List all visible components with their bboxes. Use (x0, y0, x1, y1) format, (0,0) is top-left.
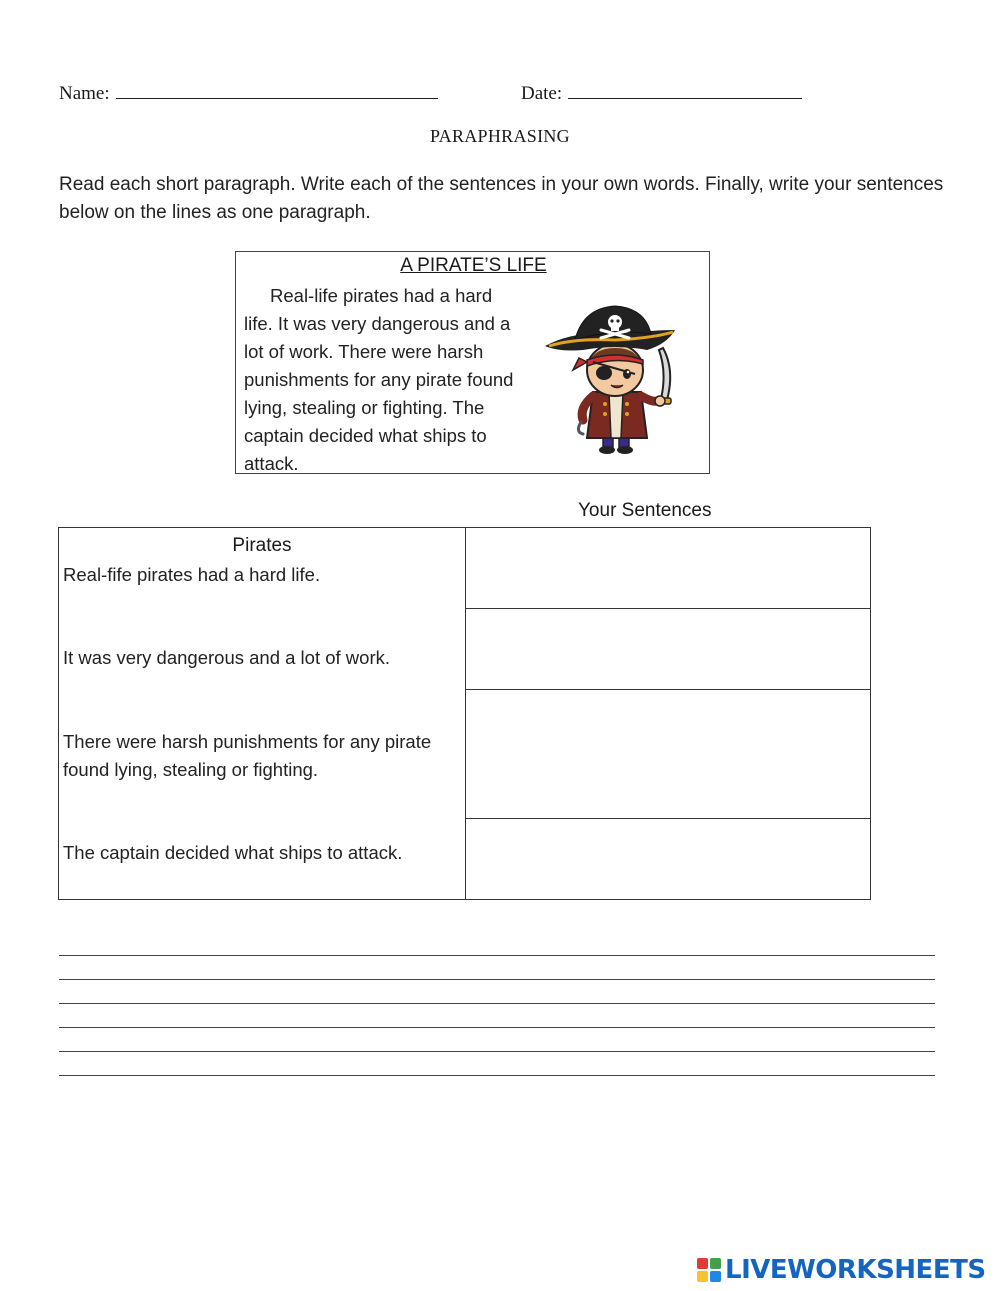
name-field (59, 80, 438, 105)
your-sentences-label: Your Sentences (578, 500, 712, 521)
writing-line[interactable] (59, 980, 935, 1004)
name-label: Name: (59, 83, 110, 104)
original-sentence-2: It was very dangerous and a lot of work. (63, 647, 391, 668)
name-blank-line[interactable] (116, 80, 438, 99)
logo-block (697, 1258, 708, 1269)
paraphrase-table (58, 527, 871, 900)
writing-line[interactable] (59, 932, 935, 956)
story-title: A PIRATE’S LIFE (400, 255, 547, 276)
writing-lines (59, 932, 935, 1076)
logo-icon (697, 1258, 721, 1282)
original-sentence-1: Real-fife pirates had a hard life. (63, 564, 321, 585)
page-title: PARAPHRASING (430, 126, 570, 146)
answer-cell-3[interactable] (466, 690, 870, 818)
table-left-title: Pirates (232, 535, 292, 556)
date-field (521, 80, 802, 105)
date-blank-line[interactable] (568, 80, 802, 99)
writing-line[interactable] (59, 1028, 935, 1052)
writing-line[interactable] (59, 1052, 935, 1076)
date-label: Date: (521, 83, 563, 104)
writing-line[interactable] (59, 1004, 935, 1028)
liveworksheets-logo (697, 1254, 986, 1286)
story-paragraph: Real-life pirates had a hard life. It was very dangerous and a lot of work. There were harsh punishments for any pirate found lying, stealing or fighting. The captain decided what ships to attack. (244, 285, 514, 474)
logo-block (710, 1271, 721, 1282)
original-sentence-3: There were harsh punishments for any pirate found lying, stealing or fighting. (63, 731, 432, 780)
pirate-image (535, 300, 685, 455)
logo-text: LIVEWORKSHEETS (725, 1255, 986, 1285)
original-sentence-4: The captain decided what ships to attack. (63, 842, 403, 863)
answer-cell-4[interactable] (466, 819, 870, 899)
logo-block (710, 1258, 721, 1269)
answer-cell-1[interactable] (466, 528, 870, 608)
answer-cell-2[interactable] (466, 609, 870, 689)
writing-line[interactable] (59, 956, 935, 980)
instructions: Read each short paragraph. Write each of the sentences in your own words. Finally, write your sentences below on the lines as one paragraph. (59, 174, 944, 223)
logo-block (697, 1271, 708, 1282)
story-text (244, 282, 524, 478)
